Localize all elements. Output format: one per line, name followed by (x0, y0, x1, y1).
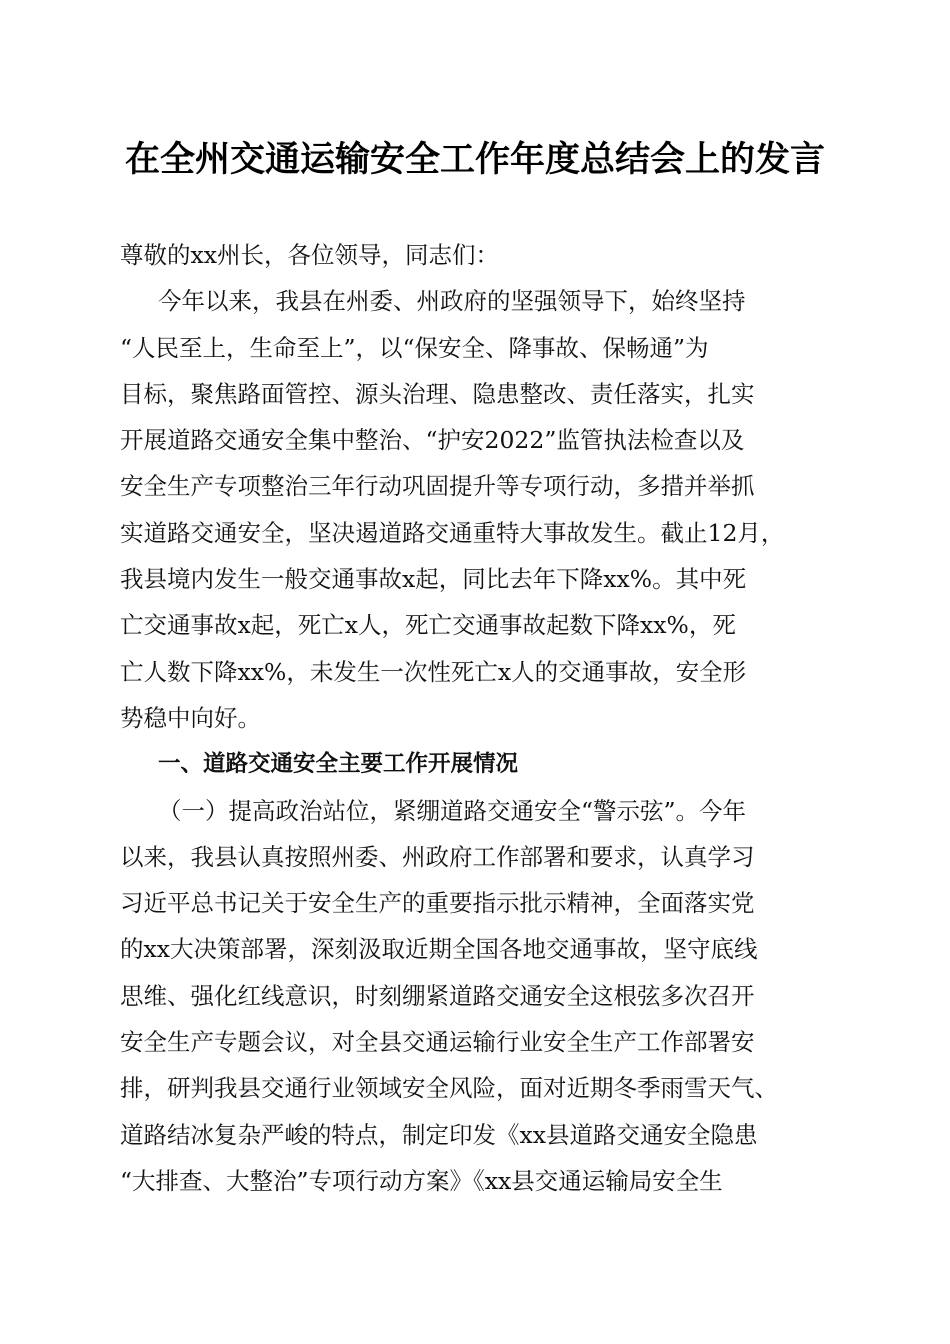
paragraph-line: “人民至上，生命至上”，以“保安全、降事故、保畅通”为 (120, 333, 709, 362)
salutation-line: 尊敬的xx州长，各位领导，同志们： (120, 241, 500, 269)
document-body (120, 232, 840, 1204)
paragraph-line: （一）提高政治站位，紧绷道路交通安全“警示弦”。今年 (158, 796, 747, 825)
paragraph-line: 习近平总书记关于安全生产的重要指示批示精神，全面落实党 (120, 889, 755, 918)
paragraph-line: 排，研判我县交通行业领域安全风险，面对近期冬季雨雪天气、 (120, 1074, 778, 1103)
section-heading: 一、道路交通安全主要工作开展情况 (158, 751, 519, 778)
paragraph-line: 开展道路交通安全集中整治、“护安2022”监管执法检查以及 (120, 426, 745, 455)
paragraph-line: “大排查、大整治”专项行动方案》《xx县交通运输局安全生 (120, 1166, 723, 1195)
paragraph-line: 我县境内发生一般交通事故x起，同比去年下降xx%。其中死 (120, 565, 747, 594)
paragraph-line: 亡交通事故x起，死亡x人，死亡交通事故起数下降xx%，死 (120, 611, 736, 640)
paragraph-line: 安全生产专题会议，对全县交通运输行业安全生产工作部署安 (120, 1028, 755, 1057)
paragraph-line: 势稳中向好。 (120, 703, 261, 732)
paragraph-line: 思维、强化红线意识，时刻绷紧道路交通安全这根弦多次召开 (120, 981, 755, 1010)
paragraph-line: 实道路交通安全，坚决遏道路交通重特大事故发生。截止12月， (120, 518, 785, 547)
paragraph-line: 今年以来，我县在州委、州政府的坚强领导下，始终坚持 (158, 287, 746, 316)
paragraph-line: 安全生产专项整治三年行动巩固提升等专项行动，多措并举抓 (120, 472, 755, 501)
paragraph-line: 目标，聚焦路面管控、源头治理、隐患整改、责任落实，扎实 (120, 379, 755, 408)
paragraph-line: 的xx大决策部署，深刻汲取近期全国各地交通事故，坚守底线 (120, 935, 758, 964)
paragraph-line: 以来，我县认真按照州委、州政府工作部署和要求，认真学习 (120, 842, 755, 871)
document-title: 在全州交通运输安全工作年度总结会上的发言 (124, 139, 825, 180)
paragraph-line: 道路结冰复杂严峻的特点，制定印发《xx县道路交通安全隐患 (120, 1120, 758, 1149)
paragraph-line: 亡人数下降xx%，未发生一次性死亡x人的交通事故，安全形 (120, 657, 747, 686)
